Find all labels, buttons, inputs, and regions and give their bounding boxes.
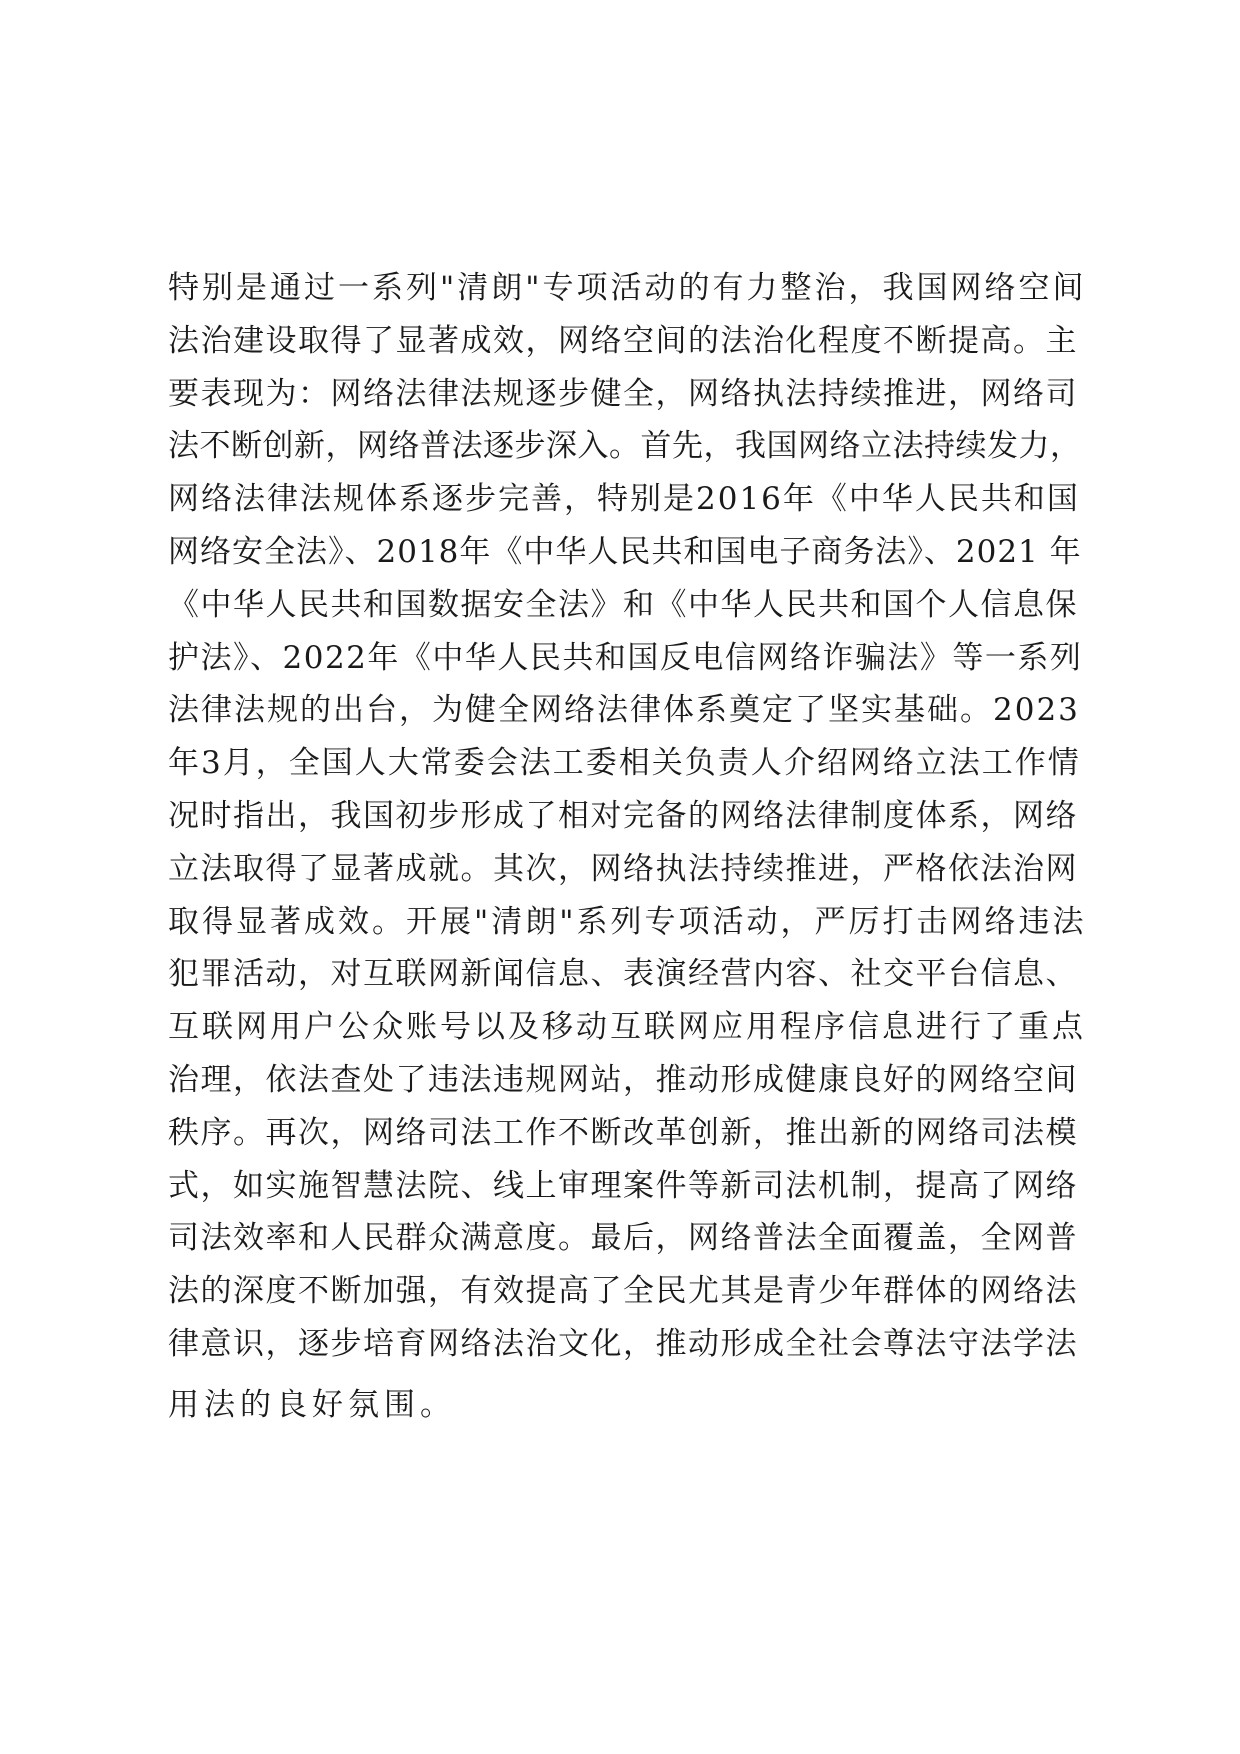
text-line: 要表现为：网络法律法规逐步健全，网络执法持续推进，网络司 <box>168 375 1078 412</box>
text-line: 法治建设取得了显著成效，网络空间的法治化程度不断提高。主 <box>168 322 1078 359</box>
text-line: 《中华人民共和国数据安全法》和《中华人民共和国个人信息保 <box>168 586 1078 623</box>
text-line: 司法效率和人民群众满意度。最后，网络普法全面覆盖，全网普 <box>168 1220 1078 1257</box>
text-line: 况时指出，我国初步形成了相对完备的网络法律制度体系，网络 <box>168 797 1078 834</box>
text-line: 护法》、2022年《中华人民共和国反电信网络诈骗法》等一系列 <box>168 639 1083 676</box>
text-line: 取得显著成效。开展"清朗"系列专项活动，严厉打击网络违法 <box>168 903 1087 940</box>
text-line: 立法取得了显著成就。其次，网络执法持续推进，严格依法治网 <box>168 850 1078 887</box>
text-line: 互联网用户公众账号以及移动互联网应用程序信息进行了重点 <box>168 1009 1086 1046</box>
text-line: 法的深度不断加强，有效提高了全民尤其是青少年群体的网络法 <box>168 1273 1078 1310</box>
text-line: 年3月，全国人大常委会法工委相关负责人介绍网络立法工作情 <box>168 745 1081 782</box>
text-line: 用法的良好氛围。 <box>168 1386 456 1423</box>
body-paragraph <box>168 262 1088 1432</box>
text-line: 秩序。再次，网络司法工作不断改革创新，推出新的网络司法模 <box>168 1114 1078 1151</box>
text-line: 网络安全法》、2018年《中华人民共和国电子商务法》、2021 年 <box>168 533 1082 570</box>
text-line: 特别是通过一系列"清朗"专项活动的有力整治，我国网络空间 <box>168 270 1087 306</box>
text-line: 律意识，逐步培育网络法治文化，推动形成全社会尊法守法学法 <box>168 1325 1078 1362</box>
text-line: 网络法律法规体系逐步完善，特别是2016年《中华人民共和国 <box>168 481 1080 518</box>
text-line: 法律法规的出台，为健全网络法律体系奠定了坚实基础。2023 <box>168 692 1080 729</box>
text-line: 式，如实施智慧法院、线上审理案件等新司法机制，提高了网络 <box>168 1167 1078 1204</box>
text-line: 法不断创新，网络普法逐步深入。首先，我国网络立法持续发力， <box>168 428 1082 465</box>
text-line: 治理，依法查处了违法违规网站，推动形成健康良好的网络空间 <box>168 1061 1078 1098</box>
text-line: 犯罪活动，对互联网新闻信息、表演经营内容、社交平台信息、 <box>168 956 1078 993</box>
